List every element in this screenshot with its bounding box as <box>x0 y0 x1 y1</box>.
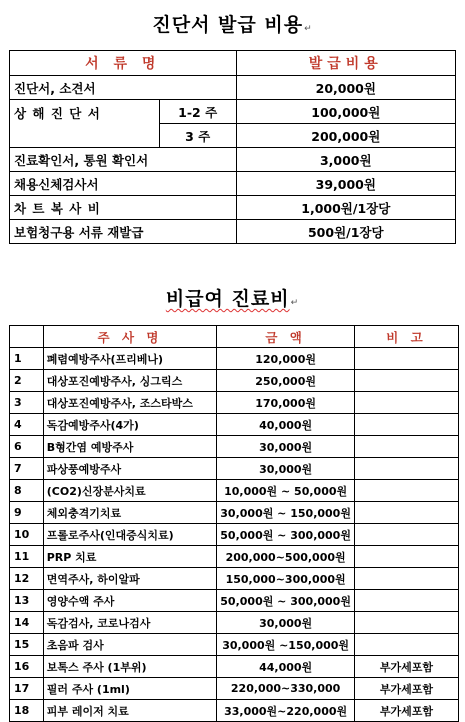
row-number: 16 <box>10 656 44 678</box>
price: 30,000원 ~150,000원 <box>217 634 355 656</box>
note <box>354 348 458 370</box>
price: 40,000원 <box>217 414 355 436</box>
injection-name: 파상풍예방주사 <box>43 458 217 480</box>
table-row <box>10 76 456 100</box>
table-row <box>10 678 459 700</box>
note <box>354 502 458 524</box>
row-number: 8 <box>10 480 44 502</box>
table-row <box>10 392 459 414</box>
table-header-row <box>10 326 459 348</box>
row-number: 3 <box>10 392 44 414</box>
non-covered-fee-table <box>9 325 459 722</box>
price: 30,000원 <box>217 612 355 634</box>
injection-name: 초음파 검사 <box>43 634 217 656</box>
injection-name: 대상포진예방주사, 조스타박스 <box>43 392 217 414</box>
note <box>354 480 458 502</box>
header-fee: 발급비용 <box>236 51 455 76</box>
table-row <box>10 656 459 678</box>
injection-name: 면역주사, 하이알파 <box>43 568 217 590</box>
injection-name: 대상포진예방주사, 싱그릭스 <box>43 370 217 392</box>
table-row <box>10 458 459 480</box>
row-number: 4 <box>10 414 44 436</box>
table-row <box>10 502 459 524</box>
injection-name: 영양수액 주사 <box>43 590 217 612</box>
row-number: 13 <box>10 590 44 612</box>
document-fee: 39,000원 <box>236 172 455 196</box>
price: 120,000원 <box>217 348 355 370</box>
row-number: 18 <box>10 700 44 722</box>
note <box>354 524 458 546</box>
injection-name: (CO2)신장분사치료 <box>43 480 217 502</box>
duration-label: 1-2 주 <box>159 100 236 124</box>
document-fee: 20,000원 <box>236 76 455 100</box>
injection-name: B형간염 예방주사 <box>43 436 217 458</box>
note: 부가세포함 <box>354 700 458 722</box>
table-row <box>10 172 456 196</box>
non-covered-rows <box>10 348 459 722</box>
table-row <box>10 634 459 656</box>
document-fee: 200,000원 <box>236 124 455 148</box>
injection-name: 보톡스 주사 (1부위) <box>43 656 217 678</box>
table-row <box>10 100 456 124</box>
table-row <box>10 590 459 612</box>
table-row <box>10 414 459 436</box>
table-row <box>10 524 459 546</box>
header-note: 비 고 <box>354 326 458 348</box>
table-row <box>10 568 459 590</box>
table-header-row <box>10 51 456 76</box>
note <box>354 568 458 590</box>
price: 220,000~330,000 <box>217 678 355 700</box>
document-fee: 1,000원/1장당 <box>236 196 455 220</box>
table-row <box>10 480 459 502</box>
note: 부가세포함 <box>354 678 458 700</box>
non-covered-title: 비급여 진료비↵ <box>165 288 300 310</box>
document-fee: 3,000원 <box>236 148 455 172</box>
injection-name: PRP 치료 <box>43 546 217 568</box>
table-row <box>10 436 459 458</box>
table-row <box>10 700 459 722</box>
note <box>354 546 458 568</box>
header-injection-name: 주 사 명 <box>43 326 217 348</box>
note <box>354 370 458 392</box>
injection-name: 피부 레이저 치료 <box>43 700 217 722</box>
row-number: 7 <box>10 458 44 480</box>
row-number: 17 <box>10 678 44 700</box>
injection-name: 프롤로주사(인대증식치료) <box>43 524 217 546</box>
price: 150,000~300,000원 <box>217 568 355 590</box>
document-fee: 500원/1장당 <box>236 220 455 244</box>
injection-name: 독감예방주사(4가) <box>43 414 217 436</box>
note <box>354 612 458 634</box>
row-number: 1 <box>10 348 44 370</box>
note: 부가세포함 <box>354 656 458 678</box>
note <box>354 458 458 480</box>
row-number: 11 <box>10 546 44 568</box>
note <box>354 590 458 612</box>
table-row <box>10 196 456 220</box>
document-fee: 100,000원 <box>236 100 455 124</box>
duration-label: 3 주 <box>159 124 236 148</box>
row-number: 12 <box>10 568 44 590</box>
table-row <box>10 612 459 634</box>
note <box>354 634 458 656</box>
document-name: 보험청구용 서류 재발급 <box>10 220 237 244</box>
price: 250,000원 <box>217 370 355 392</box>
document-name: 채용신체검사서 <box>10 172 237 196</box>
injection-name: 필러 주사 (1ml) <box>43 678 217 700</box>
price: 30,000원 ~ 150,000원 <box>217 502 355 524</box>
price: 33,000원~220,000원 <box>217 700 355 722</box>
document-name: 차 트 복 사 비 <box>10 196 237 220</box>
table-row <box>10 220 456 244</box>
row-number: 15 <box>10 634 44 656</box>
injection-name: 폐렴예방주사(프리베나) <box>43 348 217 370</box>
note <box>354 392 458 414</box>
row-number: 10 <box>10 524 44 546</box>
table-row <box>10 148 456 172</box>
row-number: 14 <box>10 612 44 634</box>
price: 170,000원 <box>217 392 355 414</box>
price: 200,000~500,000원 <box>217 546 355 568</box>
price: 10,000원 ~ 50,000원 <box>217 480 355 502</box>
row-number: 2 <box>10 370 44 392</box>
header-number <box>10 326 44 348</box>
price: 30,000원 <box>217 436 355 458</box>
table-row <box>10 370 459 392</box>
row-number: 6 <box>10 436 44 458</box>
price: 50,000원 ~ 300,000원 <box>217 590 355 612</box>
note <box>354 436 458 458</box>
table-row <box>10 348 459 370</box>
header-price: 금 액 <box>217 326 355 348</box>
table-row <box>10 546 459 568</box>
note <box>354 414 458 436</box>
document-name: 진단서, 소견서 <box>10 76 237 100</box>
price: 30,000원 <box>217 458 355 480</box>
injection-name: 독감검사, 코로나검사 <box>43 612 217 634</box>
header-document-name: 서 류 명 <box>10 51 237 76</box>
price: 44,000원 <box>217 656 355 678</box>
injection-name: 체외충격기치료 <box>43 502 217 524</box>
fee-title: 진단서 발급 비용↵ <box>152 14 313 36</box>
certificate-fee-table <box>9 50 456 244</box>
price: 50,000원 ~ 300,000원 <box>217 524 355 546</box>
row-number: 9 <box>10 502 44 524</box>
document-name: 진료확인서, 통원 확인서 <box>10 148 237 172</box>
document-name: 상 해 진 단 서 <box>10 100 160 148</box>
